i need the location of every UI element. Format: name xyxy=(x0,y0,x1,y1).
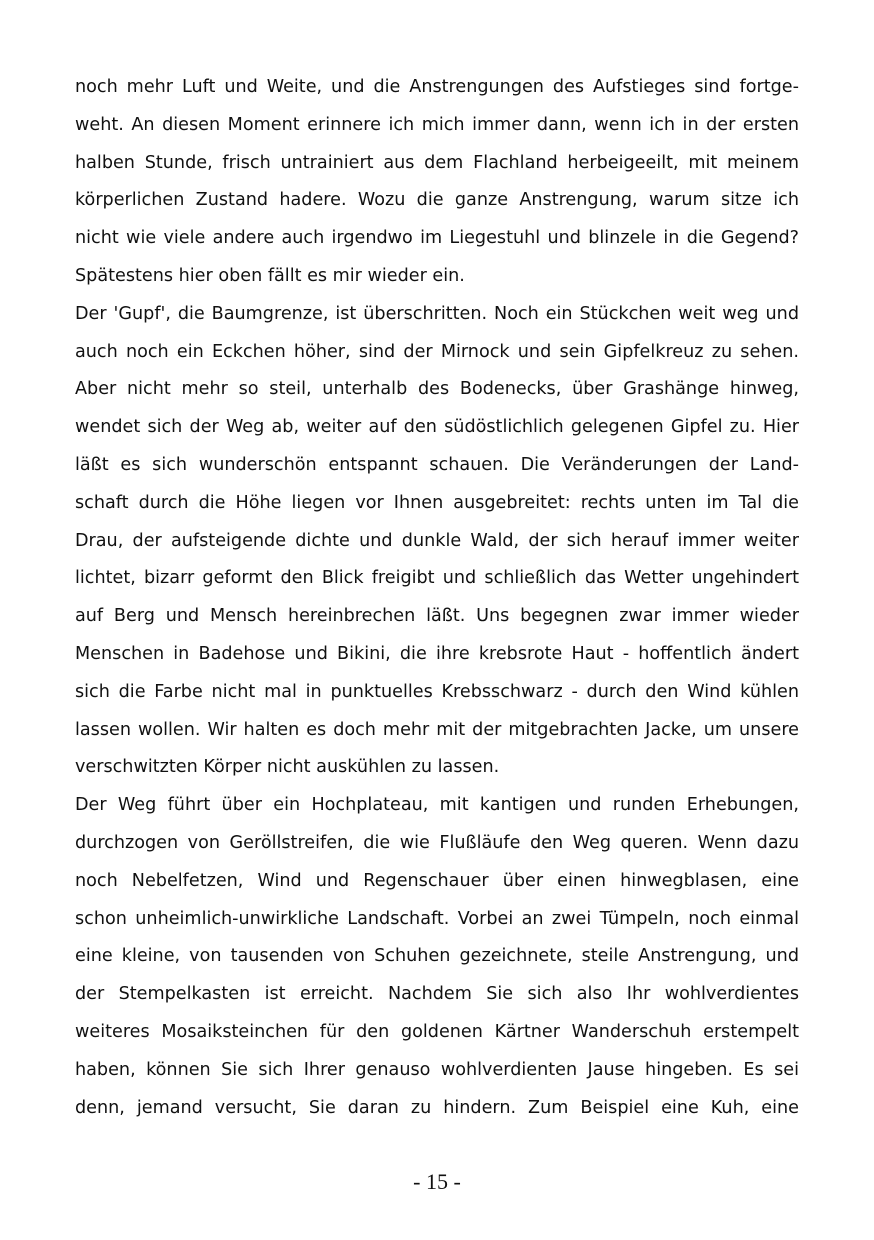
text-line: noch mehr Luft und Weite, und die Anstrengungen des Aufstieges sind fortge- xyxy=(75,77,799,97)
text-line: Aber nicht mehr so steil, unterhalb des Bodenecks, über Grashänge hinweg, xyxy=(75,379,799,400)
text-line: Der 'Gupf', die Baumgrenze, ist überschritten. Noch ein Stückchen weit weg und xyxy=(75,303,799,324)
text-line: schaft durch die Höhe liegen vor Ihnen ausgebreitet: rechts unten im Tal die xyxy=(75,492,799,513)
text-line: eine kleine, von tausenden von Schuhen gezeichnete, steile Anstrengung, und xyxy=(75,946,799,967)
text-line: Menschen in Badehose und Bikini, die ihre krebsrote Haut - hoffentlich ändert xyxy=(75,643,799,664)
text-line: weht. An diesen Moment erinnere ich mich immer dann, wenn ich in der ersten xyxy=(75,114,799,135)
text-line: noch Nebelfetzen, Wind und Regenschauer über einen hinwegblasen, eine xyxy=(75,870,799,891)
text-line: verschwitzten Körper nicht auskühlen zu lassen. xyxy=(75,757,500,778)
text-line: körperlichen Zustand hadere. Wozu die ganze Anstrengung, warum sitze ich xyxy=(75,190,799,211)
text-line: halben Stunde, frisch untrainiert aus dem Flachland herbeigeeilt, mit meinem xyxy=(75,152,799,173)
text-line: Der Weg führt über ein Hochplateau, mit kantigen und runden Erhebungen, xyxy=(75,795,799,816)
text-line: wendet sich der Weg ab, weiter auf den südöstlichlich gelegenen Gipfel zu. Hier xyxy=(75,417,799,438)
text-line: auf Berg und Mensch hereinbrechen läßt. Uns begegnen zwar immer wieder xyxy=(75,606,799,627)
text-line: denn, jemand versucht, Sie daran zu hindern. Zum Beispiel eine Kuh, eine xyxy=(75,1097,799,1118)
text-line: nicht wie viele andere auch irgendwo im Liegestuhl und blinzele in die Gegend? xyxy=(75,228,799,249)
body-text xyxy=(75,69,799,1127)
text-line: Spätestens hier oben fällt es mir wieder ein. xyxy=(75,265,465,286)
page-number: - 15 - xyxy=(413,1169,461,1194)
text-line: sich die Farbe nicht mal in punktuelles Krebsschwarz - durch den Wind kühlen xyxy=(75,681,799,702)
text-line: lichtet, bizarr geformt den Blick freigibt und schließlich das Wetter ungehindert xyxy=(75,568,799,589)
text-line: weiteres Mosaiksteinchen für den goldenen Kärtner Wanderschuh erstempelt xyxy=(75,1021,799,1042)
text-line: Drau, der aufsteigende dichte und dunkle Wald, der sich herauf immer weiter xyxy=(75,530,799,551)
text-line: schon unheimlich-unwirkliche Landschaft. Vorbei an zwei Tümpeln, noch einmal xyxy=(75,908,799,929)
text-line: lassen wollen. Wir halten es doch mehr mit der mitgebrachten Jacke, um unsere xyxy=(75,719,799,740)
text-line: läßt es sich wunderschön entspannt schauen. Die Veränderungen der Land- xyxy=(75,454,799,475)
text-line: durchzogen von Geröllstreifen, die wie Flußläufe den Weg queren. Wenn dazu xyxy=(75,832,799,853)
text-line: haben, können Sie sich Ihrer genauso wohlverdienten Jause hingeben. Es sei xyxy=(75,1059,799,1080)
text-line: auch noch ein Eckchen höher, sind der Mirnock und sein Gipfelkreuz zu sehen. xyxy=(75,341,799,362)
text-line: der Stempelkasten ist erreicht. Nachdem Sie sich also Ihr wohlverdientes xyxy=(75,984,799,1005)
